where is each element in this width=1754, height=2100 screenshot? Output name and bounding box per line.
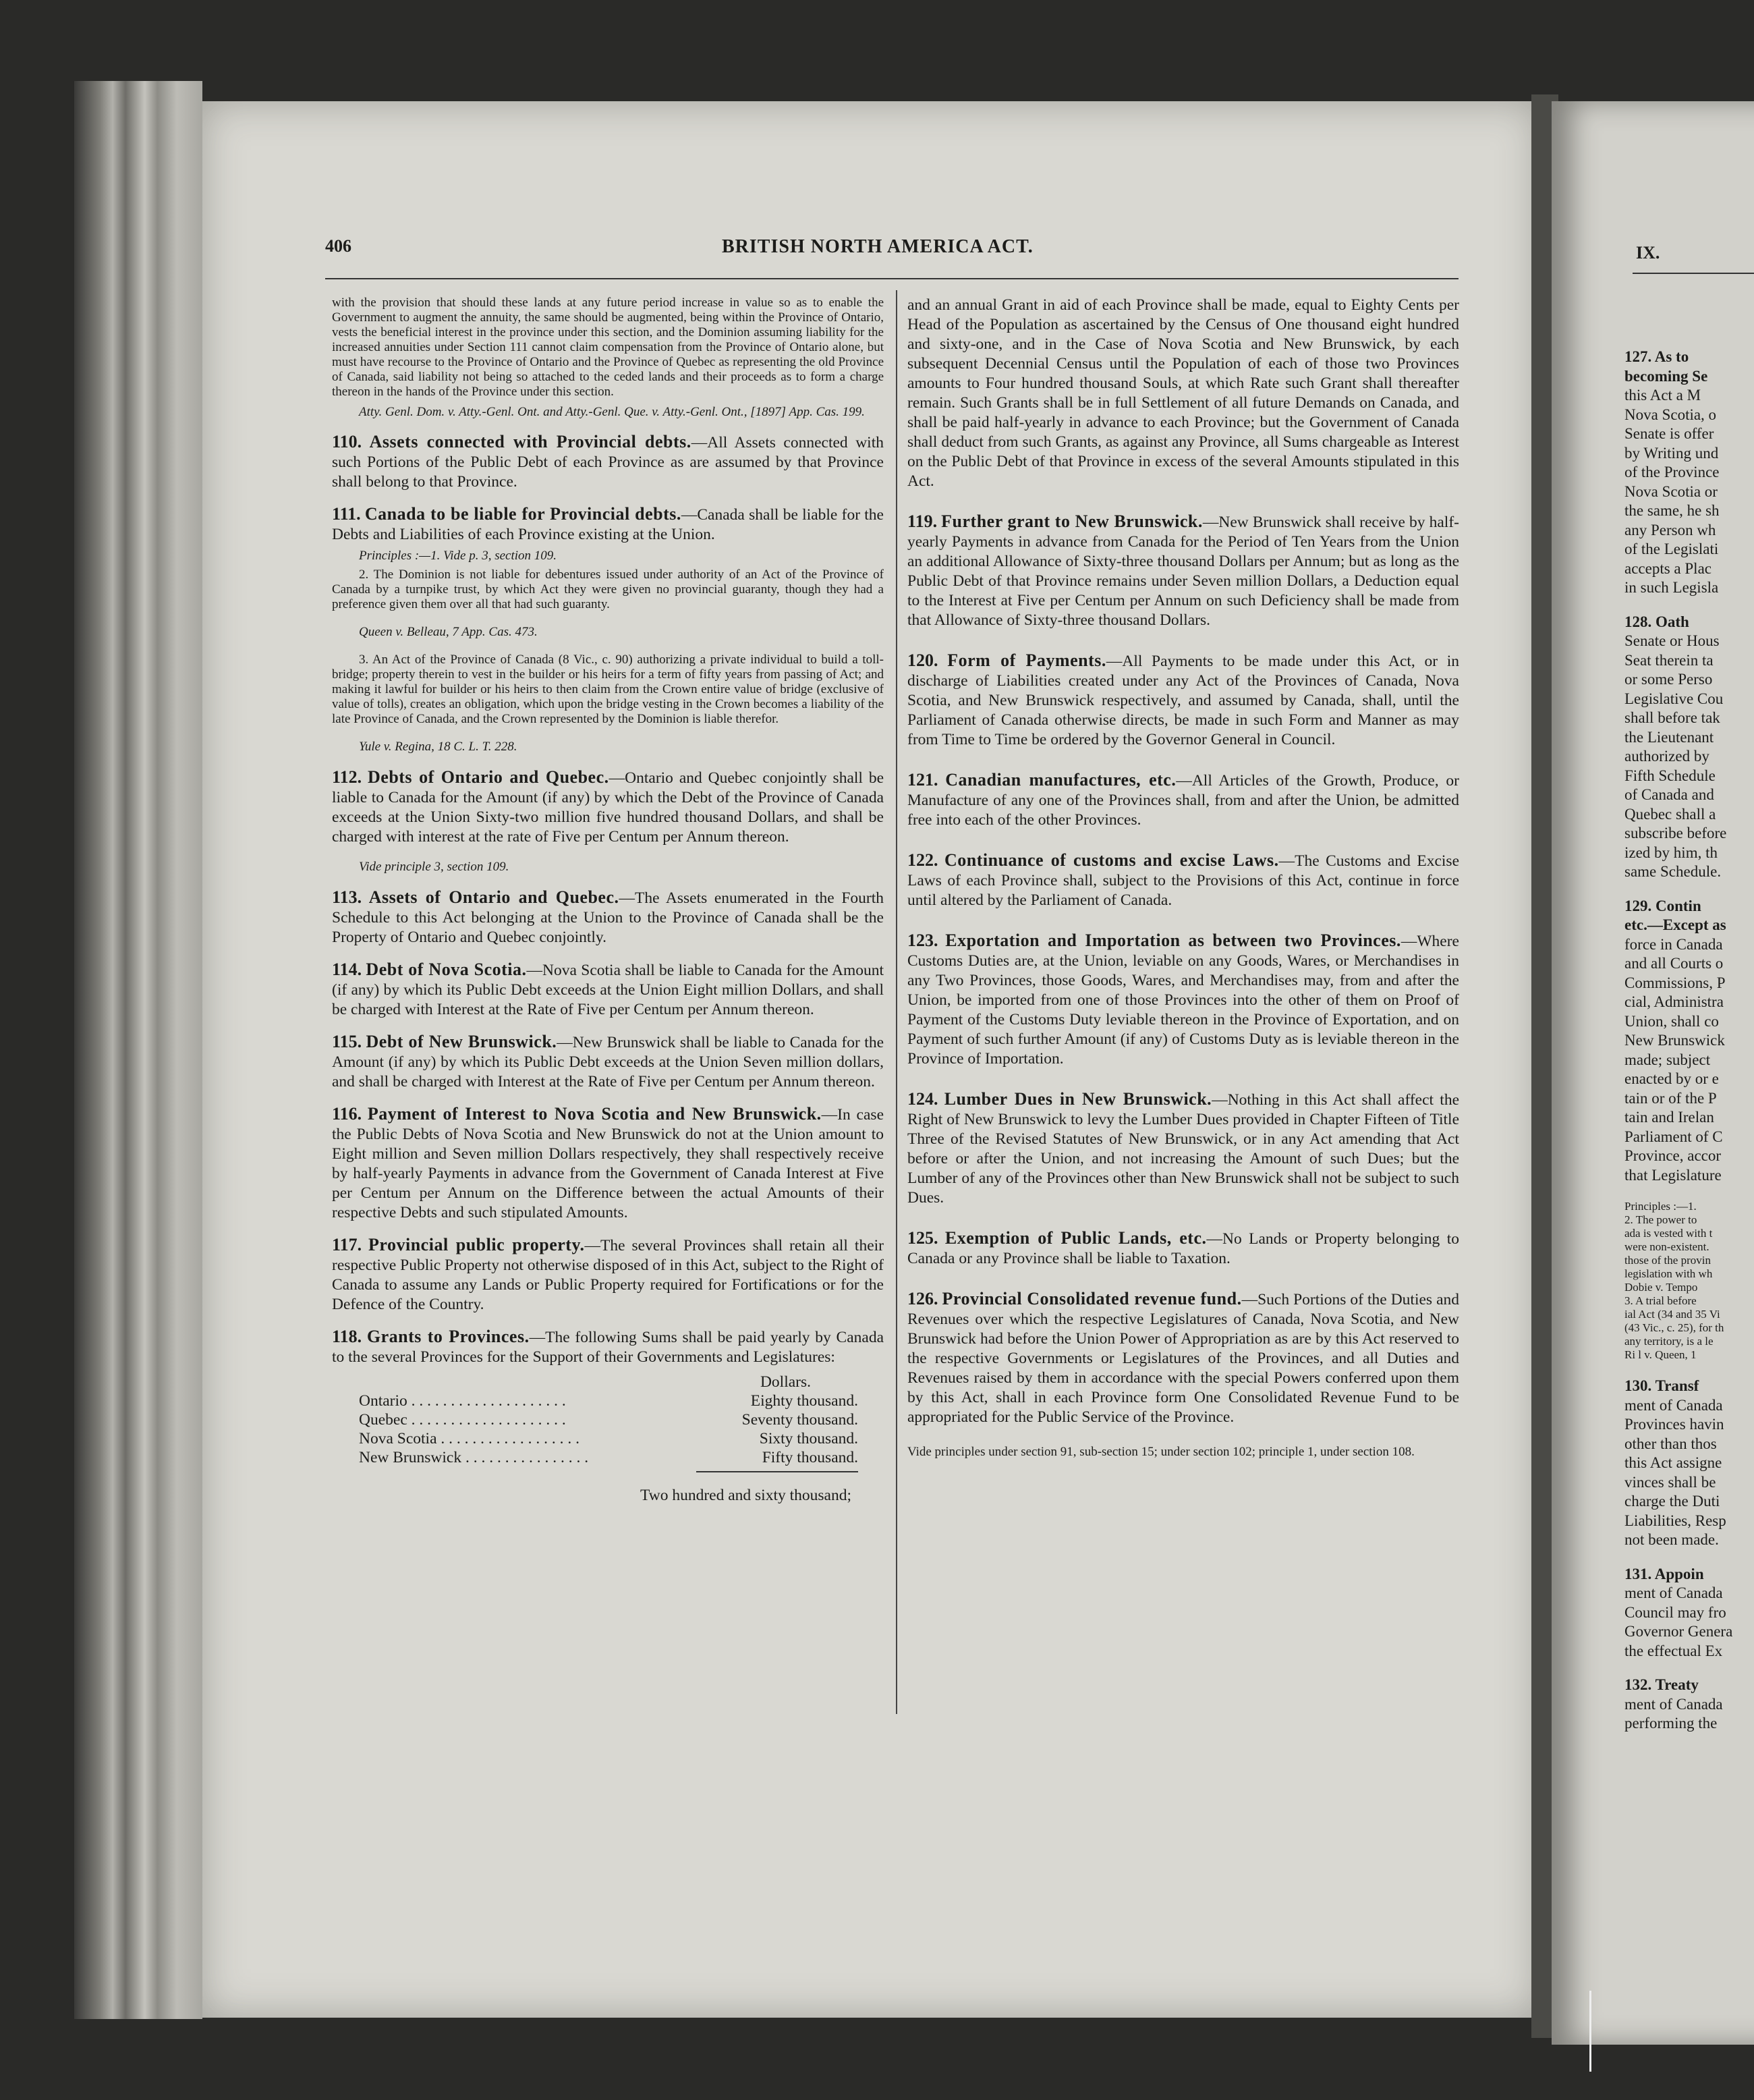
cross-reference: Vide principle 3, section 109. [359, 860, 509, 874]
case-citation: Yule v. Regina, 18 C. L. T. 228. [359, 740, 517, 754]
facing-page-rule [1633, 273, 1754, 274]
grants-table [359, 1373, 858, 1505]
cross-reference: Vide principles under section 91, sub-section 15; under section 102; principle 1, under section 108. [907, 1445, 1415, 1459]
section-heading: Lumber Dues in New Brunswick. [944, 1089, 1212, 1109]
section-number: 124. [907, 1089, 938, 1109]
section-number: 120. [907, 651, 938, 670]
facing-page-line: 2. The power to [1624, 1213, 1697, 1226]
facing-page-line: Ri l v. Queen, 1 [1624, 1348, 1697, 1361]
section-number: 123. [907, 931, 938, 950]
facing-page-line: those of the provin [1624, 1254, 1711, 1267]
facing-page-line: Parliament of C [1624, 1128, 1723, 1145]
section-113 [332, 887, 884, 947]
leader-dots: . . . . . . . . . . . . . . . . . . . . [411, 1392, 566, 1410]
facing-page-line: shall before tak [1624, 709, 1720, 726]
facing-page-line: Senate is offer [1624, 425, 1714, 442]
annotation-note: 3. An Act of the Province of Canada (8 Vic., c. 90) authorizing a private individual to build a toll-bridge; property therein to vest in the builder or his heirs for a term of fifty years from passing of Act; and making it lawful for builder or his heirs to then claim from the Crown entire value of bridge (exclusive of value of tolls), creates an obligation, which upon the bridge vesting in the Crown becomes a liability of the late Province of Canada, and the Crown represented by the Dominion is liable therefor. [332, 653, 884, 726]
facing-page-line: and all Courts o [1624, 955, 1724, 972]
facing-page-line: Senate or Hous [1624, 632, 1720, 649]
grant-province: Quebec [359, 1411, 407, 1429]
section-text: —New Brunswick shall receive by half-yearly Payments in advance from Canada for the Period of Ten Years from the Union an additional Allowance of Sixty-three thousand Dollars per Annum; but as long as the Public Debt of that Province remains under Seven million Dollars, a Deduction equal to the Interest at Five per Centum per Annum on such Deficiency shall be made from that Allowance of Sixty-three thousand Dollars. [907, 514, 1459, 629]
facing-page-line: Nova Scotia or [1624, 482, 1718, 500]
facing-page-line: Province, accor [1624, 1147, 1722, 1164]
facing-page-line: of Canada and [1624, 786, 1714, 803]
section-heading: Canadian manufactures, etc. [945, 770, 1177, 790]
section-126 [907, 1289, 1459, 1427]
grant-province: New Brunswick [359, 1449, 462, 1466]
facing-page-line: tain and Irelan [1624, 1109, 1714, 1126]
note-case: Atty. Genl. Dom. v. Atty.-Genl. Ont. and Atty.-Genl. Que. v. Atty.-Genl. Ont., [1897] App. Cas. 199. [359, 405, 865, 419]
facing-page-line: same Schedule. [1624, 863, 1722, 880]
grant-row [359, 1391, 858, 1410]
section-text: —The Assets enumerated in the Fourth Schedule to this Act belonging at the Union to the Province of Canada shall be the Property of Ontario and Quebec conjointly. [332, 889, 884, 946]
annotation-note: 2. The Dominion is not liable for debentures issued under authority of an Act of the Province of Canada by a turnpike trust, by which Act they were given no provincial guaranty, though they had a preference given them over all that had such guaranty. [332, 568, 884, 611]
section-heading: Grants to Provinces. [366, 1327, 530, 1346]
facing-page-line: Nova Scotia, o [1624, 406, 1717, 423]
section-121 [907, 770, 1459, 830]
section-119 [907, 512, 1459, 630]
principles-note: Principles :—1. Vide p. 3, section 109. [359, 549, 557, 563]
facing-page-line: charge the Duti [1624, 1493, 1720, 1510]
grant-province: Nova Scotia [359, 1430, 437, 1447]
section-number: 115. [332, 1032, 362, 1051]
facing-page-line: 3. A trial before [1624, 1294, 1697, 1307]
facing-page-line: Fifth Schedule [1624, 767, 1716, 784]
section-number: 118. [332, 1327, 362, 1346]
facing-page-line: authorized by [1624, 748, 1709, 765]
section-number: 119. [907, 512, 938, 531]
column-rule [896, 290, 897, 1714]
facing-page-line [1624, 598, 1754, 613]
page-edges [74, 81, 202, 2019]
section-112 [332, 767, 884, 847]
facing-page-line: 129. Contin [1624, 897, 1701, 914]
grant-amount: Eighty thousand. [750, 1392, 858, 1410]
note-continuation: with the provision that should these lands at any future period increase in value so as to enable the Government to augment the annuity, the same should be augmented, being within the Province of Ontario, vests the beneficial interest in the province under this section, and the Dominion assuming liability for the increased annuities under Section 111 cannot claim compensation from the Province of Ontario alone, but must have recourse to the Province of Ontario and the Province of Quebec as representing the old Province of Canada, said liability not being so attached to the ceded lands and their proceeds as to form a charge thereon in the hands of the Province under this section. [332, 296, 884, 399]
facing-page-line: legislation with wh [1624, 1267, 1713, 1280]
sum-rule [696, 1471, 858, 1472]
section-117 [332, 1235, 884, 1315]
section-text: —Nova Scotia shall be liable to Canada for the Amount (if any) by which its Public Debt exceeds at the Union Eight million Dollars, and shall be charged with Interest at the Rate of Five per Centum per Annum thereon. [332, 962, 884, 1018]
facing-page-line: 130. Transf [1624, 1377, 1699, 1394]
facing-page-line: ized by him, th [1624, 844, 1718, 861]
facing-page-line: ment of Canada [1624, 1396, 1723, 1414]
case-citation: Queen v. Belleau, 7 App. Cas. 473. [359, 625, 538, 639]
header-rule [325, 278, 1459, 279]
grant-row [359, 1448, 858, 1467]
facing-page-line [1624, 1362, 1754, 1377]
facing-page-line: any territory, is a le [1624, 1335, 1714, 1348]
leader-dots: . . . . . . . . . . . . . . . . . . [441, 1430, 580, 1447]
facing-page-line: Legislative Cou [1624, 690, 1724, 707]
facing-page-line: not been made. [1624, 1531, 1719, 1548]
section-text: —No Lands or Property belonging to Canada or any Province shall be liable to Taxation. [907, 1230, 1459, 1267]
facing-page-line: subscribe before [1624, 825, 1727, 841]
facing-page-line: becoming Se [1624, 367, 1708, 385]
section-124 [907, 1089, 1459, 1208]
section-text: —Canada shall be liable for the Debts and Liabilities of each Province existing at the Union. [332, 506, 884, 543]
section-heading: Provincial Consolidated revenue fund. [942, 1289, 1242, 1308]
facing-page-line: of the Legislati [1624, 541, 1719, 557]
section-heading: Further grant to New Brunswick. [941, 512, 1203, 531]
facing-page-line: 132. Treaty [1624, 1676, 1699, 1693]
section-115 [332, 1032, 884, 1092]
facing-page-line [1624, 1550, 1754, 1565]
section-114 [332, 960, 884, 1020]
section-heading: Debt of Nova Scotia. [366, 960, 527, 979]
facing-page-line: Commissions, P [1624, 974, 1726, 991]
leader-dots: . . . . . . . . . . . . . . . . . . . . [411, 1411, 566, 1429]
section-number: 122. [907, 850, 938, 870]
section-heading: Exportation and Importation as between two Provinces. [945, 931, 1401, 950]
facing-page-line: Quebec shall a [1624, 805, 1716, 823]
facing-page-line: enacted by or e [1624, 1070, 1719, 1087]
section-116 [332, 1104, 884, 1223]
section-text: —The several Provinces shall retain all their respective Public Property not otherwise disposed of in this Act, subject to the Right of Canada to assume any Lands or Public Property required for Fortifications or for the Defence of the Country. [332, 1237, 884, 1313]
facing-page-line: any Person wh [1624, 521, 1716, 538]
facing-page-line: or some Perso [1624, 671, 1713, 688]
facing-page-line: accepts a Plac [1624, 559, 1711, 577]
scan-marker [1589, 1991, 1591, 2072]
section-number: 112. [332, 767, 362, 787]
facing-page-line: performing the [1624, 1715, 1718, 1732]
facing-page-line: made; subject [1624, 1051, 1711, 1068]
section-number: 114. [332, 960, 362, 979]
section-text: —The following Sums shall be paid yearly by Canada to the several Provinces for the Support of their Governments and Legislatures: [332, 1329, 884, 1366]
facing-page-line: this Act a M [1624, 387, 1701, 404]
facing-page-line: the Lieutenant [1624, 728, 1714, 746]
facing-page-line: Governor Genera [1624, 1623, 1733, 1640]
facing-page-line: Liabilities, Resp [1624, 1512, 1726, 1529]
running-head: BRITISH NORTH AMERICA ACT. [722, 236, 1034, 257]
facing-page-line [1624, 1185, 1754, 1200]
grants-column-header: Dollars. [760, 1373, 811, 1391]
facing-page-line: the same, he sh [1624, 502, 1720, 519]
section-123 [907, 931, 1459, 1069]
facing-page-line: Council may fro [1624, 1603, 1726, 1621]
grant-amount: Seventy thousand. [741, 1411, 858, 1429]
section-number: 117. [332, 1235, 362, 1254]
section-text: —All Payments to be made under this Act, or in discharge of Liabilities created under any Act of the Provinces of Canada, Nova Scotia, and New Brunswick respectively, and assumed by Canada, shall, until the Parliament of Canada otherwise directs, be made in such Form and Manner as may from Time to Time be ordered by the Governor General in Council. [907, 653, 1459, 748]
facing-page-line: force in Canada [1624, 935, 1723, 953]
section-110 [332, 432, 884, 492]
section-heading: Assets connected with Provincial debts. [369, 432, 691, 451]
page-number: 406 [325, 236, 351, 256]
facing-page-line: 131. Appoin [1624, 1565, 1704, 1582]
grant-amount: Sixty thousand. [759, 1430, 858, 1447]
section-text: —Such Portions of the Duties and Revenues over which the respective Legislatures of Canada, Nova Scotia, and New Brunswick had before the Union Power of Appropriation as are by this Act reserved to the respective Governments or Legislatures of the Provinces, and all Duties and Revenues raised by them in accordance with the special Powers conferred upon them by this Act, shall in each Province form One Consolidated Revenue Fund to be appropriated for the Public Service of the Province. [907, 1291, 1459, 1426]
section-text: —In case the Public Debts of Nova Scotia and New Brunswick do not at the Union amount to Eight million and Seven million Dollars respectively, they shall respectively receive by half-yearly Payments in advance from the Government of Canada Interest at Five per Centum per Annum on the Difference between the actual Amounts of their respective Debts and such stipulated Amounts. [332, 1106, 884, 1221]
grant-amount: Fifty thousand. [762, 1449, 858, 1466]
facing-page-line: tain or of the P [1624, 1089, 1717, 1107]
facing-page-line: the effectual Ex [1624, 1642, 1723, 1659]
facing-page-line [1624, 1661, 1754, 1676]
facing-page-line: Union, shall co [1624, 1012, 1719, 1030]
facing-page-line: 128. Oath [1624, 613, 1689, 630]
facing-page-line: Dobie v. Tempo [1624, 1281, 1698, 1294]
facing-page-line: Seat therein ta [1624, 651, 1714, 669]
section-heading: Provincial public property. [368, 1235, 585, 1254]
section-number: 121. [907, 770, 938, 790]
section-heading: Continuance of customs and excise Laws. [944, 850, 1279, 870]
facing-page-line: 127. As to [1624, 348, 1689, 365]
section-118-continuation: and an annual Grant in aid of each Province shall be made, equal to Eighty Cents per Head of the Population as ascertained by the Census of One thousand eight hundred and sixty-one, and in the Case of Nova Scotia and New Brunswick, by each subsequent Decennial Census until the Population of each of those two Provinces amounts to Four hundred thousand Souls, at which Rate such Grant shall thereafter remain. Such Grants shall be in full Settlement of all future Demands on Canada, and shall be paid half-yearly in advance to each Province; but the Government of Canada shall deduct from such Grants, as against any Province, all Sums chargeable as Interest on the Public Debt of that Province in excess of the several Amounts stipulated in this Act. [907, 296, 1459, 490]
section-heading: Payment of Interest to Nova Scotia and New Brunswick. [367, 1104, 822, 1124]
facing-page-line: this Act assigne [1624, 1454, 1722, 1471]
section-number: 111. [332, 504, 361, 524]
section-text: —The Customs and Excise Laws of each Province shall, subject to the Provisions of this Act, continue in force until altered by the Parliament of Canada. [907, 852, 1459, 909]
facing-page-head: IX. [1636, 243, 1660, 262]
section-number: 110. [332, 432, 362, 451]
leader-dots: . . . . . . . . . . . . . . . . [465, 1449, 589, 1466]
section-number: 113. [332, 887, 362, 907]
facing-page-line: (43 Vic., c. 25), for th [1624, 1321, 1724, 1334]
grants-total: Two hundred and sixty thousand; [640, 1487, 851, 1504]
facing-page-line: New Brunswick [1624, 1032, 1725, 1049]
section-122 [907, 850, 1459, 910]
facing-page-line: in such Legisla [1624, 579, 1719, 596]
section-number: 116. [332, 1104, 362, 1124]
section-heading: Canada to be liable for Provincial debts. [364, 504, 681, 524]
section-text: —Where Customs Duties are, at the Union, leviable on any Goods, Wares, or Merchandises in any Two Provinces, those Goods, Wares, and Merchandises may, from and after the Union, be imported from one of those Provinces into the other of them on Proof of Payment of the Customs Duty leviable thereon in the Province of Exportation, and on Payment of such further Amount (if any) of Customs Duty as is leviable thereon in the Province of Importation. [907, 933, 1459, 1068]
facing-page-line: of the Province [1624, 464, 1720, 480]
section-heading: Debt of New Brunswick. [366, 1032, 557, 1051]
section-text: —All Assets connected with such Portions of the Public Debt of each Province as are assumed by that Province shall belong to that Province. [332, 434, 884, 491]
facing-page-text [1624, 348, 1754, 1734]
section-125 [907, 1228, 1459, 1269]
section-heading: Form of Payments. [947, 651, 1106, 670]
facing-page-line: ada is vested with t [1624, 1227, 1713, 1240]
facing-page-line: other than thos [1624, 1435, 1717, 1452]
facing-page-line: cial, Administra [1624, 993, 1724, 1010]
facing-page-line: Provinces havin [1624, 1416, 1724, 1433]
section-text: —All Articles of the Growth, Produce, or Manufacture of any one of the Provinces shall, from and after the Union, be admitted free into each of the other Provinces. [907, 772, 1459, 829]
facing-page-line: vinces shall be [1624, 1473, 1716, 1491]
grant-row [359, 1429, 858, 1448]
facing-page-line: etc.—Except as [1624, 916, 1726, 933]
section-111 [332, 504, 884, 545]
section-text: —Nothing in this Act shall affect the Right of New Brunswick to levy the Lumber Dues provided in Chapter Fifteen of Title Three of the Revised Statutes of New Brunswick, or in any Act amending that Act before or after the Union, and not increasing the Amount of such Dues; but the Lumber of any of the Provinces other than New Brunswick shall not be subject to such Dues. [907, 1091, 1459, 1207]
section-number: 125. [907, 1228, 938, 1248]
facing-page-line: by Writing und [1624, 444, 1719, 462]
section-text: —New Brunswick shall be liable to Canada for the Amount (if any) by which its Public Debt exceeds at the Union Seven million dollars, and shall be charged with Interest at the Rate of Five per Centum per Annum thereon. [332, 1034, 884, 1090]
section-120 [907, 651, 1459, 750]
grant-province: Ontario [359, 1392, 407, 1410]
section-118 [332, 1327, 884, 1367]
section-heading: Assets of Ontario and Quebec. [368, 887, 619, 907]
facing-page-line [1624, 882, 1754, 897]
section-number: 126. [907, 1289, 938, 1308]
right-column [907, 296, 1459, 1472]
grant-row [359, 1410, 858, 1429]
facing-page-line: ment of Canada [1624, 1584, 1723, 1601]
facing-page-line: that Legislature [1624, 1166, 1722, 1184]
section-text: —Ontario and Quebec conjointly shall be liable to Canada for the Amount (if any) by which the Debt of the Province of Canada exceeds at the Union Sixty-two million five hundred thousand Dollars, and shall be charged with interest at the rate of Five per Centum per Annum thereon. [332, 769, 884, 846]
facing-page-line: ment of Canada [1624, 1695, 1723, 1713]
left-column [332, 296, 884, 1505]
facing-page-line: ial Act (34 and 35 Vi [1624, 1308, 1720, 1321]
section-heading: Exemption of Public Lands, etc. [944, 1228, 1207, 1248]
facing-page-line: Principles :—1. [1624, 1200, 1697, 1213]
section-heading: Debts of Ontario and Quebec. [368, 767, 609, 787]
facing-page-line: were non-existent. [1624, 1240, 1709, 1253]
